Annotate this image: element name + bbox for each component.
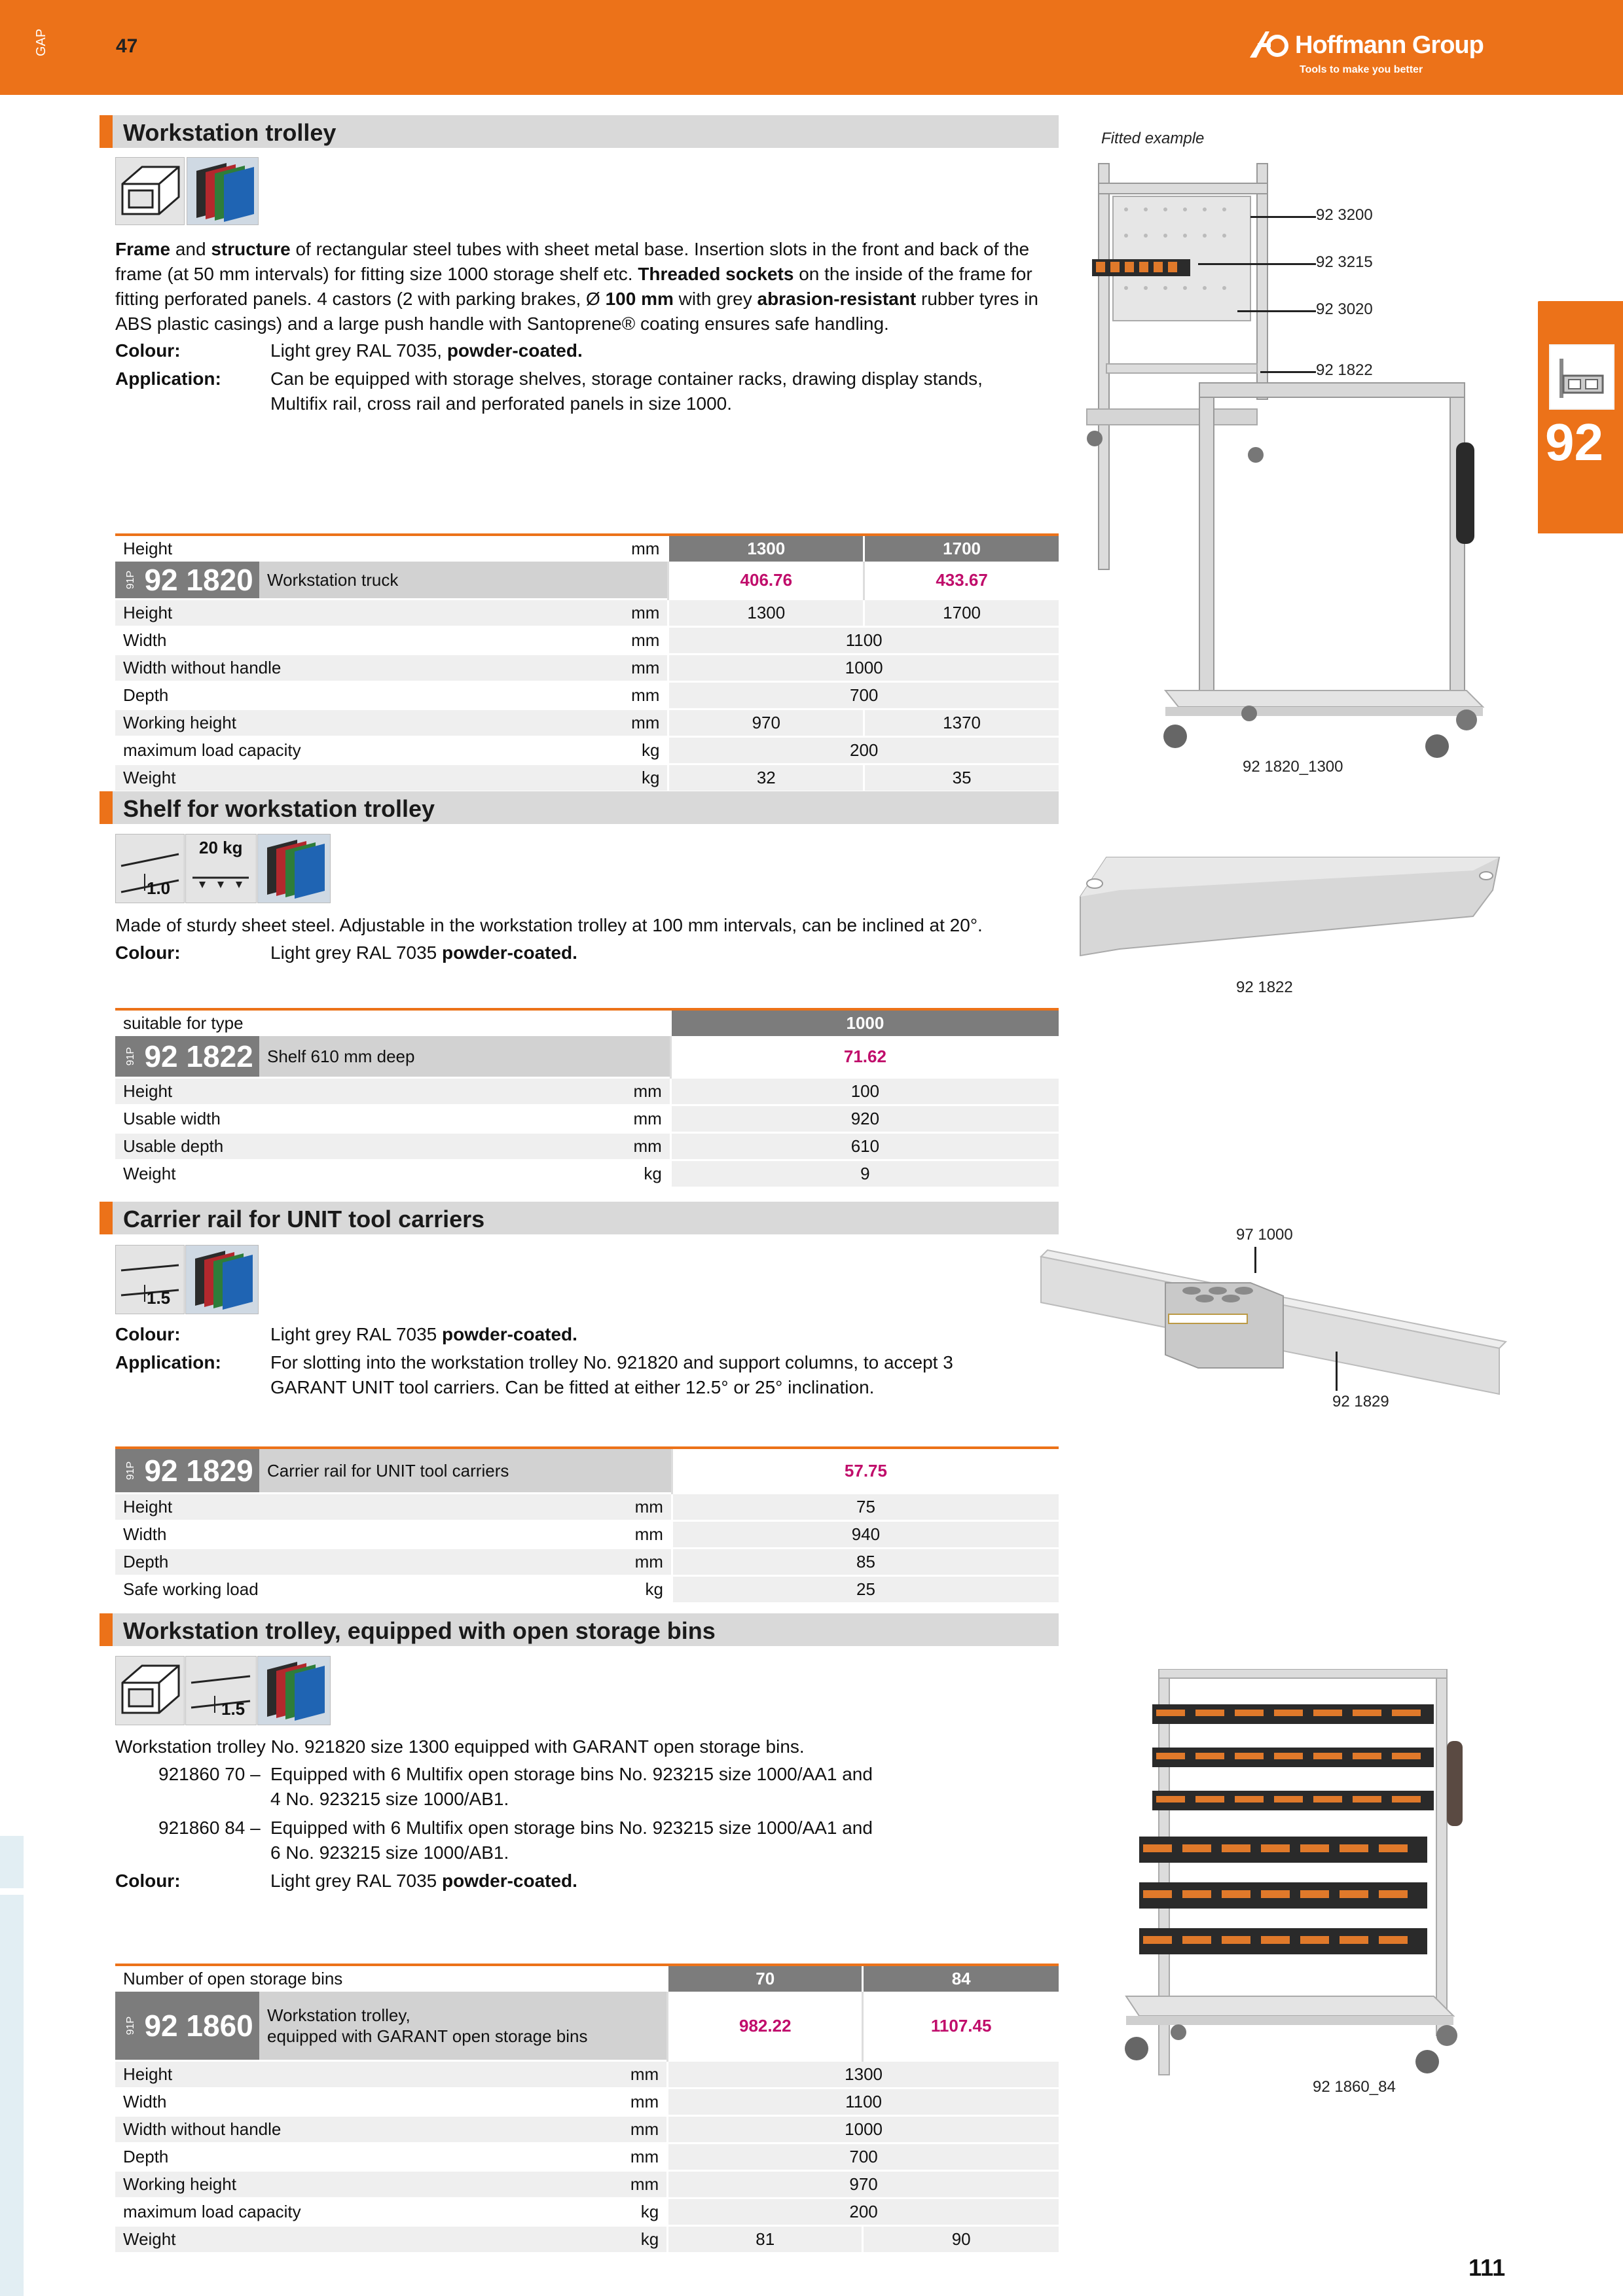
side-strip [0,1836,24,1888]
table-header-value: 70 [668,1965,863,1992]
row-label: Width [115,627,530,655]
spec-table-921829 [115,1446,1059,1602]
application-value: For slotting into the workstation trolley No. 921820 and support columns, to accept 3 GARANT UNIT tool carriers. Can be fitted at either 12.5° or 25° inclination. [270,1352,953,1397]
row-value: 100 [670,1078,1059,1105]
row-unit: mm [530,655,668,682]
article-name: equipped with GARANT open storage bins [267,2026,588,2046]
variant-text: Equipped with 6 Multifix open storage bins No. 923215 size 1000/AA1 and 6 No. 923215 size 1000/AB1. [270,1818,873,1863]
image-caption: 92 1829 [1332,1393,1389,1410]
row-value: 1300 [668,2061,1059,2089]
carrier-rail-image [1034,1244,1512,1414]
row-label: Height [115,1078,531,1105]
row-unit: mm [529,2061,668,2089]
section-heading [100,1613,1059,1646]
shelf-image [1041,844,1512,975]
row-unit: kg [530,764,668,791]
section-marker [100,1613,113,1646]
article-prefix: 91P [125,2016,137,2036]
row-unit: mm [531,1078,671,1105]
article-name: Workstation trolley, [267,2005,410,2025]
rect-tube-icon [115,1656,185,1725]
row-label: Width without handle [115,2116,529,2144]
row-value: 610 [670,1133,1059,1160]
section-marker [100,791,113,824]
table-header-label: Height [115,535,530,562]
colour-options-icon [257,834,331,903]
row-label: Height [115,1494,532,1521]
bin-rows [1139,1704,1434,1954]
section-heading [100,1202,1059,1234]
row-unit: mm [530,709,668,737]
chapter-tab-icon [1549,344,1614,410]
row-value: 85 [672,1549,1059,1576]
article-number: 92 1822 [144,1039,253,1073]
sheet-thickness-value: 1.0 [147,878,171,898]
row-label: Weight [115,2226,529,2253]
row-value: 970 [668,2171,1059,2198]
section-title: Workstation trolley [123,119,337,146]
application-label: Application: [115,368,221,389]
article-cell [115,1448,672,1494]
section-title: Carrier rail for UNIT tool carriers [123,1206,485,1232]
row-label: Width without handle [115,655,530,682]
callout-line [1254,1247,1256,1273]
chapter-number: 92 [1545,413,1603,471]
article-prefix: 91P [125,1461,137,1480]
row-label: Width [115,2089,529,2116]
row-value: 1000 [668,2116,1059,2144]
row-value: 200 [668,2198,1059,2226]
section-heading [100,115,1059,148]
row-unit: kg [529,2198,668,2226]
colour-options-icon [257,1656,331,1725]
row-unit: mm [532,1494,672,1521]
sheet-thickness-value: 1.5 [221,1699,246,1719]
row-value: 25 [672,1576,1059,1603]
article-number: 92 1820 [144,563,253,597]
table-header-label: Number of open storage bins [123,1969,343,1988]
row-unit: kg [530,737,668,764]
row-label: Usable width [115,1105,531,1133]
colour-label: Colour: [115,1871,181,1891]
row-value: 970 [668,709,864,737]
price: 982.22 [668,1992,863,2061]
article-name: Workstation truck [267,569,399,590]
row-value: 920 [670,1105,1059,1133]
image-caption: 97 1000 [1236,1226,1293,1244]
load-capacity-value: 20 kg [199,838,243,857]
workstation-trolley-image [1074,157,1499,779]
colour-options-icon [185,1245,259,1314]
callout-line [1198,263,1316,265]
section-heading [100,791,1059,824]
row-value: 700 [668,2144,1059,2171]
row-value: 1300 [668,600,864,627]
callout-label: 92 3215 [1316,253,1373,271]
row-unit: mm [530,627,668,655]
callout-line [1250,216,1316,218]
price: 71.62 [670,1036,1059,1078]
image-caption: 92 1822 [1236,978,1293,996]
row-label: Weight [115,1160,531,1187]
image-caption: 92 1820_1300 [1243,758,1343,776]
row-unit: mm [532,1521,672,1549]
spec-table-921822 [115,1008,1059,1187]
row-label: Height [115,600,530,627]
row-unit: mm [529,2116,668,2144]
colour-value: Light grey RAL 7035 powder-coated. [270,1871,577,1891]
price: 433.67 [864,562,1059,600]
application-label: Application: [115,1352,221,1372]
section-marker [100,1202,113,1234]
table-header-label: suitable for type [123,1013,244,1033]
colour-label: Colour: [115,340,181,361]
article-prefix: 91P [125,1047,137,1066]
variant-text: Equipped with 6 Multifix open storage bins No. 923215 size 1000/AA1 and 4 No. 923215 size 1000/AB1. [270,1764,873,1809]
rect-tube-icon [115,157,185,225]
bins-intro: Workstation trolley No. 921820 size 1300 equipped with GARANT open storage bins. [115,1736,805,1757]
row-value: 35 [864,764,1059,791]
price: 406.76 [668,562,864,600]
colour-options-icon [187,157,259,225]
image-caption-top: Fitted example [1101,130,1205,147]
trolley-with-bins-image [1113,1669,1480,2101]
header-page-ref: 47 [116,35,138,57]
section-title: Workstation trolley, equipped with open storage bins [123,1617,716,1644]
callout-line [1237,310,1316,312]
application-value: Can be equipped with storage shelves, storage container racks, drawing display stands, Multifix rail, cross rail and perforated panels in size 1000. [270,368,983,414]
row-unit: mm [530,682,668,709]
variant-code: 921860 70 – [158,1764,261,1784]
shelf-description: Made of sturdy sheet steel. Adjustable in the workstation trolley at 100 mm intervals, can be inclined at 20°. [115,915,983,935]
colour-label: Colour: [115,942,181,963]
row-unit: mm [531,1105,671,1133]
table-header-value: 1700 [864,535,1059,562]
row-unit: kg [531,1160,671,1187]
row-unit: kg [532,1576,672,1603]
row-label: maximum load capacity [115,737,530,764]
article-cell [115,1036,670,1078]
row-value: 75 [672,1494,1059,1521]
trolley-description: Frame and structure of rectangular steel tubes with sheet metal base. Insertion slots in the front and back of the frame (at 50 mm intervals) for fitting size 1000 storage shelf etc. Threaded sockets on the inside of the frame for fitting perforated panels. 4 castors (2 with parking brakes, Ø 100 mm with grey abrasion-resistant rubber tyres in ABS plastic casings) and a large push handle with Santoprene® coating ensures safe handling. [115,239,1038,334]
colour-label: Colour: [115,1324,181,1344]
colour-value: Light grey RAL 7035 powder-coated. [270,942,577,963]
article-number: 92 1829 [144,1454,253,1488]
row-value: 9 [670,1160,1059,1187]
callout-label: 92 3020 [1316,300,1373,318]
side-strip [0,1895,24,2296]
row-value: 1000 [668,655,1059,682]
table-header-value: 1000 [670,1009,1059,1036]
row-unit: mm [531,1133,671,1160]
row-label: Depth [115,682,530,709]
row-label: Safe working load [115,1576,532,1603]
row-label: Working height [115,2171,529,2198]
row-label: Working height [115,709,530,737]
brand-name: Hoffmann Group [1295,31,1484,59]
price: 57.75 [672,1448,1059,1494]
article-name: Carrier rail for UNIT tool carriers [267,1460,509,1480]
article-number: 92 1860 [144,2009,253,2043]
row-label: maximum load capacity [115,2198,529,2226]
price: 1107.45 [863,1992,1059,2061]
row-value: 1370 [864,709,1059,737]
callout-line [1260,371,1316,373]
row-unit: mm [529,2089,668,2116]
callout-label: 92 3200 [1316,206,1373,224]
row-unit: mm [530,600,668,627]
row-value: 940 [672,1521,1059,1549]
section-marker [100,115,113,148]
spec-table-921860 [115,1964,1059,2252]
row-label: Depth [115,2144,529,2171]
hoffmann-logo-icon [1247,29,1293,60]
row-unit: kg [529,2226,668,2253]
row-value: 1100 [668,2089,1059,2116]
table-header-value: 1300 [668,535,864,562]
row-label: Height [115,2061,529,2089]
article-name: Shelf 610 mm deep [267,1046,415,1066]
page-number: 111 [1468,2254,1506,2281]
table-header-value: 84 [863,1965,1059,1992]
article-prefix: 91P [125,570,137,590]
row-value: 700 [668,682,1059,709]
sheet-thickness-value: 1.5 [147,1288,171,1308]
variant-code: 921860 84 – [158,1818,261,1838]
colour-value: Light grey RAL 7035 powder-coated. [270,1324,577,1344]
brand-tagline: Tools to make you better [1300,64,1423,75]
row-label: Depth [115,1549,532,1576]
row-label: Weight [115,764,530,791]
row-unit: mm [529,2171,668,2198]
row-unit: mm [529,2144,668,2171]
row-value: 1100 [668,627,1059,655]
colour-value: Light grey RAL 7035, powder-coated. [270,340,583,361]
section-title: Shelf for workstation trolley [123,795,435,822]
row-label: Width [115,1521,532,1549]
row-label: Usable depth [115,1133,531,1160]
image-caption: 92 1860_84 [1313,2078,1396,2096]
callout-label: 92 1822 [1316,361,1373,379]
article-cell [115,1992,668,2061]
trolley-icon [1550,346,1613,408]
row-value: 81 [668,2226,863,2253]
row-value: 32 [668,764,864,791]
row-value: 1700 [864,600,1059,627]
spec-table-921820 [115,533,1059,791]
header-vertical-label: GAP [34,28,48,56]
row-value: 200 [668,737,1059,764]
row-unit: mm [532,1549,672,1576]
article-cell [115,562,668,600]
row-value: 90 [863,2226,1059,2253]
table-header-unit: mm [631,539,660,558]
callout-line [1336,1352,1338,1391]
